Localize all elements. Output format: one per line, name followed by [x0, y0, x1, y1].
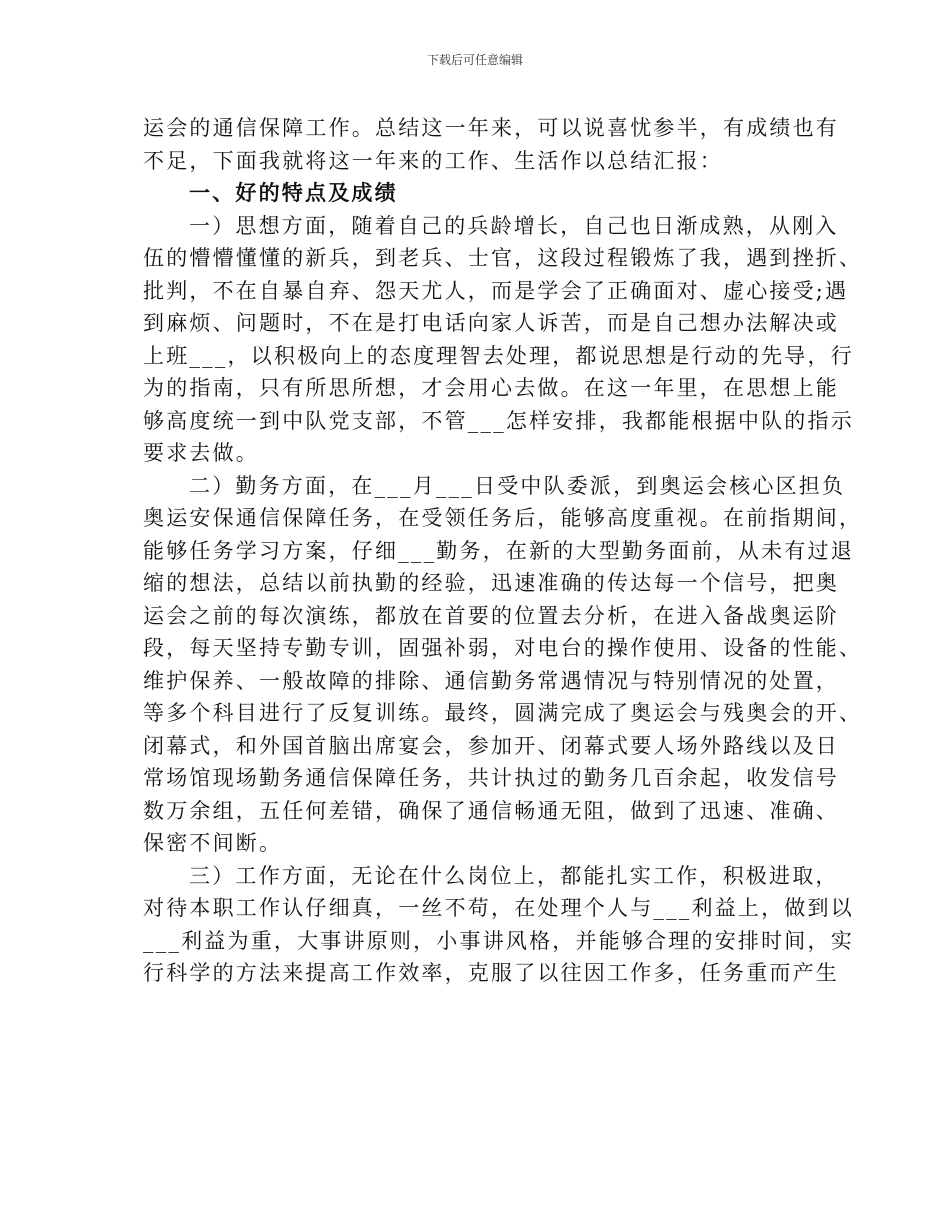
text-line: 到麻烦、问题时，不在是打电话向家人诉苦，而是自己想办法解决或 [143, 311, 839, 335]
text-line: 批判，不在自暴自弃、怨天尤人，而是学会了正确面对、虚心接受;遇 [143, 278, 849, 303]
text-line: 等多个科目进行了反复训练。最终，圆满完成了奥运会与残奥会的开、 [143, 701, 863, 725]
text-line: 够高度统一到中队党支部，不管___怎样安排，我都能根据中队的指示 [143, 408, 854, 433]
text-line: 保密不间断。 [143, 831, 283, 855]
text-line: 奥运安保通信保障任务，在受领任务后，能够高度重视。在前指期间， [143, 506, 863, 530]
text-line: 段，每天坚持专勤专训，固强补弱，对电台的操作使用、设备的性能、 [143, 636, 863, 660]
text-line: 不足，下面我就将这一年来的工作、生活作以总结汇报： [143, 148, 723, 173]
document-body [143, 112, 863, 990]
text-line: ___利益为重，大事讲原则，小事讲风格，并能够合理的安排时间，实 [143, 928, 854, 953]
text-line: 上班___，以积极向上的态度理智去处理，都说思想是行动的先导，行 [143, 343, 854, 368]
text-line: 常场馆现场勤务通信保障任务，共计执过的勤务几百余起，收发信号 [143, 766, 839, 790]
text-line: 二）勤务方面，在___月___日受中队委派，到奥运会核心区担负 [189, 473, 846, 498]
text-line: 运会的通信保障工作。总结这一年来，可以说喜忧参半，有成绩也有 [143, 116, 839, 140]
text-line: 要求去做。 [143, 441, 259, 465]
text-line: 闭幕式，和外国首脑出席宴会，参加开、闭幕式要人场外路线以及日 [143, 733, 839, 758]
text-line: 运会之前的每次演练，都放在首要的位置去分析，在进入备战奥运阶 [143, 603, 839, 628]
text-line: 伍的懵懵懂懂的新兵，到老兵、士官，这段过程锻炼了我，遇到挫折、 [143, 246, 863, 270]
text-line: 一）思想方面，随着自己的兵龄增长，自己也日渐成熟，从刚入 [189, 213, 839, 238]
text-line: 缩的想法，总结以前执勤的经验，迅速准确的传达每一个信号，把奥 [143, 571, 839, 595]
text-line: 三）工作方面，无论在什么岗位上，都能扎实工作，积极进取， [189, 863, 839, 888]
section-heading: 一、好的特点及成绩 [189, 180, 398, 205]
text-line: 数万余组，五任何差错，确保了通信畅通无阻，做到了迅速、准确、 [143, 798, 839, 823]
text-line: 行科学的方法来提高工作效率，克服了以往因工作多，任务重而产生 [143, 961, 839, 985]
text-line: 对待本职工作认仔细真，一丝不苟，在处理个人与___利益上，做到以 [143, 896, 854, 920]
page-header: 下载后可任意编辑 [426, 53, 523, 67]
text-line: 为的指南，只有所思所想，才会用心去做。在这一年里，在思想上能 [143, 376, 839, 400]
text-line: 维护保养、一般故障的排除、通信勤务常遇情况与特别情况的处置， [143, 668, 839, 693]
text-line: 能够任务学习方案，仔细___勤务，在新的大型勤务面前，从未有过退 [143, 538, 854, 563]
